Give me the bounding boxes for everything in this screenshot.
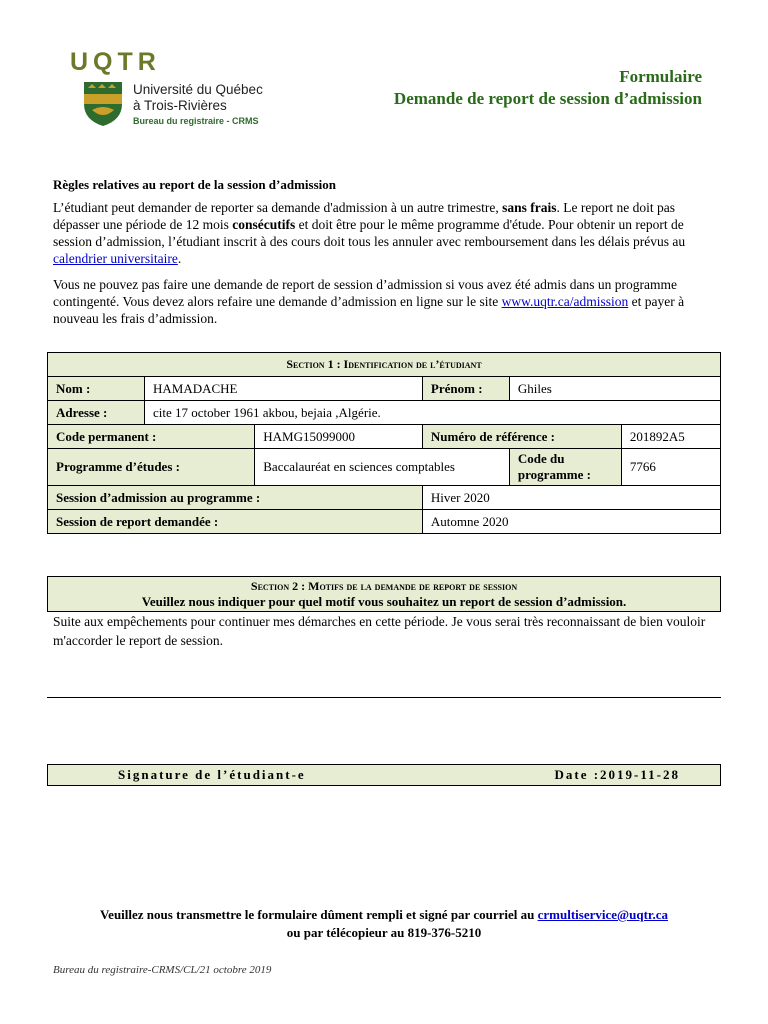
session-admission-field[interactable]: Hiver 2020: [422, 486, 720, 510]
code-permanent-field[interactable]: HAMG15099000: [255, 425, 423, 449]
university-name-line1: Université du Québec: [133, 82, 263, 97]
rules-heading: Règles relatives au report de la session d’admission: [53, 177, 336, 192]
num-ref-field[interactable]: 201892A5: [621, 425, 720, 449]
footer-instructions: [0, 906, 768, 942]
session-report-label: Session de report demandée :: [48, 510, 423, 534]
num-ref-label: Numéro de référence :: [422, 425, 621, 449]
motif-text[interactable]: Suite aux empêchements pour continuer mes démarches en cette période. Je vous serai très reconnaissant de bien vouloir m'accorder le report de session.: [53, 614, 706, 648]
rules-bold-text: consécutifs: [232, 217, 296, 232]
footer-line1: [0, 906, 768, 924]
university-name-line2: à Trois-Rivières: [133, 98, 227, 113]
rules-text: .: [177, 251, 182, 266]
programme-label: Programme d’études :: [48, 449, 255, 486]
rules-text: Vous ne pouvez pas faire une demande de report de session d’admission si vous avez été admis dans un programme contingenté. Vous devez alors refaire une demande d’admission en ligne sur le site: [53, 277, 677, 309]
form-title: Demande de report de session d’admission: [393, 89, 702, 108]
email-link[interactable]: crmultiservice@uqtr.ca: [537, 907, 668, 922]
nom-label: Nom :: [48, 377, 145, 401]
form-label: Formulaire: [619, 67, 702, 86]
footer-note: Bureau du registraire-CRMS/CL/21 octobre 2019: [53, 964, 272, 976]
programme-field[interactable]: Baccalauréat en sciences comptables: [255, 449, 510, 486]
adresse-label: Adresse :: [48, 401, 145, 425]
signature-label: Signature de l’étudiant-e: [118, 767, 306, 782]
code-programme-label: Code du programme :: [509, 449, 621, 486]
code-permanent-label: Code permanent :: [48, 425, 255, 449]
rules-text: et payer à nouveau les frais d’admission.: [53, 294, 685, 326]
motif-bottom-rule: [47, 697, 721, 698]
section1-title: Section 1 : Identification de l’étudiant: [48, 353, 721, 377]
prenom-label: Prénom :: [422, 377, 509, 401]
footer-text: Veuillez nous transmettre le formulaire dûment rempli et signé par courriel au: [99, 907, 538, 922]
rules-bold-text: sans frais: [502, 200, 557, 215]
signature-date: Date :2019-11-28: [554, 767, 680, 782]
footer-line2: ou par télécopieur au 819-376-5210: [286, 925, 482, 940]
session-admission-label: Session d’admission au programme :: [48, 486, 423, 510]
rules-text: et doit être pour le même programme d'étude. Pour obtenir un report de session d’admission, l’étudiant inscrit à des cours doit tous les annuler avec remboursement dans les délais prévus au: [53, 217, 686, 249]
session-report-field[interactable]: Automne 2020: [422, 510, 720, 534]
rules-paragraph-2: [53, 276, 717, 327]
uqtr-shield-icon: [82, 80, 124, 128]
rules-text: L’étudiant peut demander de reporter sa demande d'admission à un autre trimestre,: [53, 200, 503, 215]
bureau-label: Bureau du registraire - CRMS: [133, 116, 259, 126]
section2-instruction: Veuillez nous indiquer pour quel motif vous souhaitez un report de session d’admission.: [141, 594, 627, 609]
rules-paragraph-1: [53, 199, 717, 267]
identification-table: [47, 352, 721, 534]
adresse-field[interactable]: cite 17 october 1961 akbou, bejaia ,Algérie.: [145, 401, 721, 425]
admission-link[interactable]: www.uqtr.ca/admission: [501, 294, 629, 309]
rules-block: [53, 176, 717, 336]
section2-title: Section 2 : Motifs de la demande de report de session: [250, 579, 518, 593]
signature-bar: [47, 764, 721, 786]
rules-text: . Le report ne doit pas dépasser une période de 12 mois: [53, 200, 676, 232]
section2-header: [47, 576, 721, 612]
prenom-field[interactable]: Ghiles: [509, 377, 720, 401]
uqtr-logo-text: UQTR: [70, 48, 161, 76]
calendar-link[interactable]: calendrier universitaire: [53, 251, 178, 266]
nom-field[interactable]: HAMADACHE: [145, 377, 423, 401]
code-programme-field[interactable]: 7766: [621, 449, 720, 486]
uqtr-logo: [70, 48, 161, 77]
form-title-block: [394, 66, 702, 110]
